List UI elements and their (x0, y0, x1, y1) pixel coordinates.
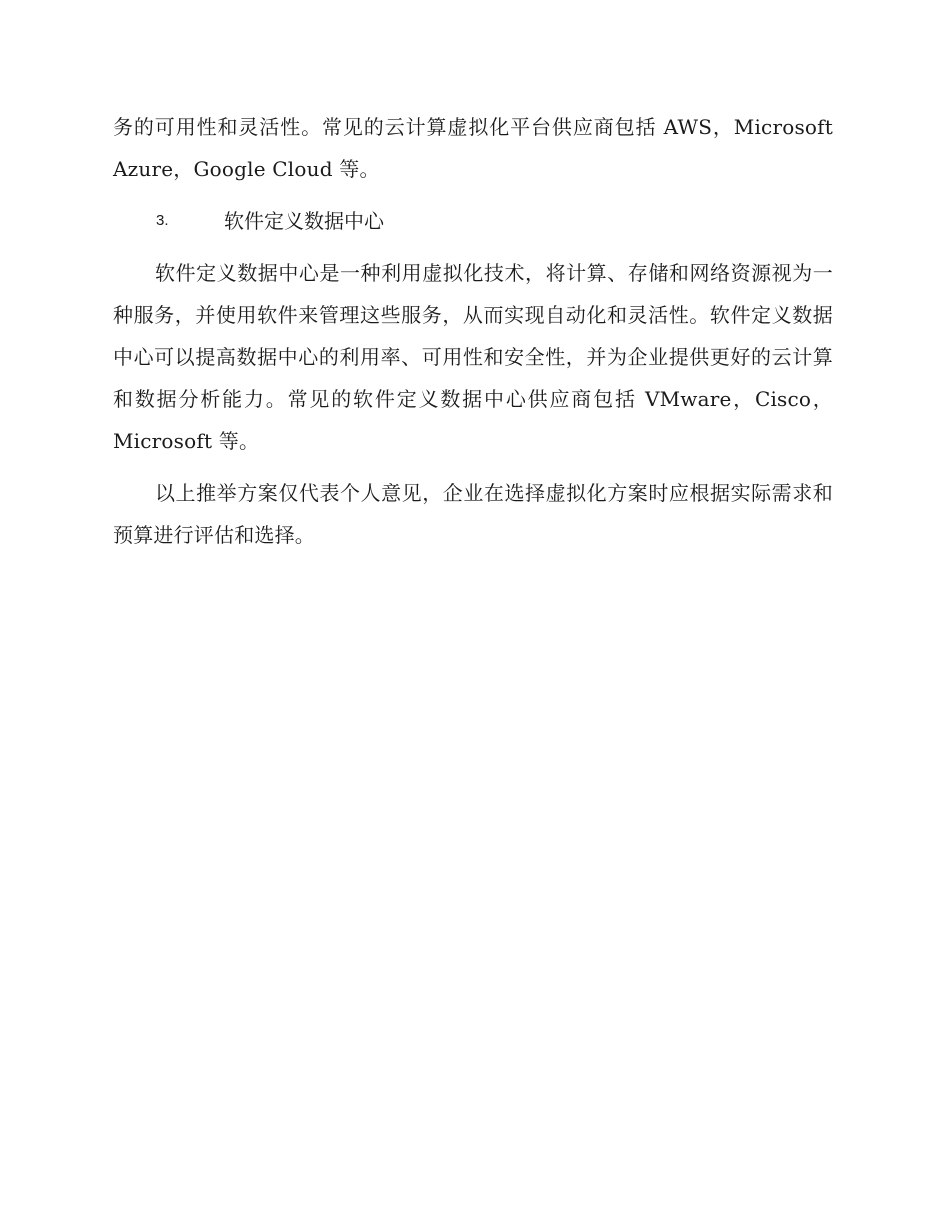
section-title: 软件定义数据中心 (224, 209, 384, 233)
document-body (113, 106, 833, 556)
section-heading (113, 200, 833, 242)
paragraph-conclusion: 以上推举方案仅代表个人意见，企业在选择虚拟化方案时应根据实际需求和预算进行评估和选择。 (113, 481, 833, 547)
paragraph-sddc-description: 软件定义数据中心是一种利用虚拟化技术，将计算、存储和网络资源视为一种服务，并使用软件来管理这些服务，从而实现自动化和灵活性。软件定义数据中心可以提高数据中心的利用率、可用性和安全性，并为企业提供更好的云计算和数据分析能力。常见的软件定义数据中心供应商包括 VMware，Cisco，Microsoft 等。 (113, 261, 833, 453)
paragraph-continuation: 务的可用性和灵活性。常见的云计算虚拟化平台供应商包括 AWS，Microsoft Azure，Google Cloud 等。 (113, 115, 833, 181)
section-number: 3. (156, 212, 169, 229)
